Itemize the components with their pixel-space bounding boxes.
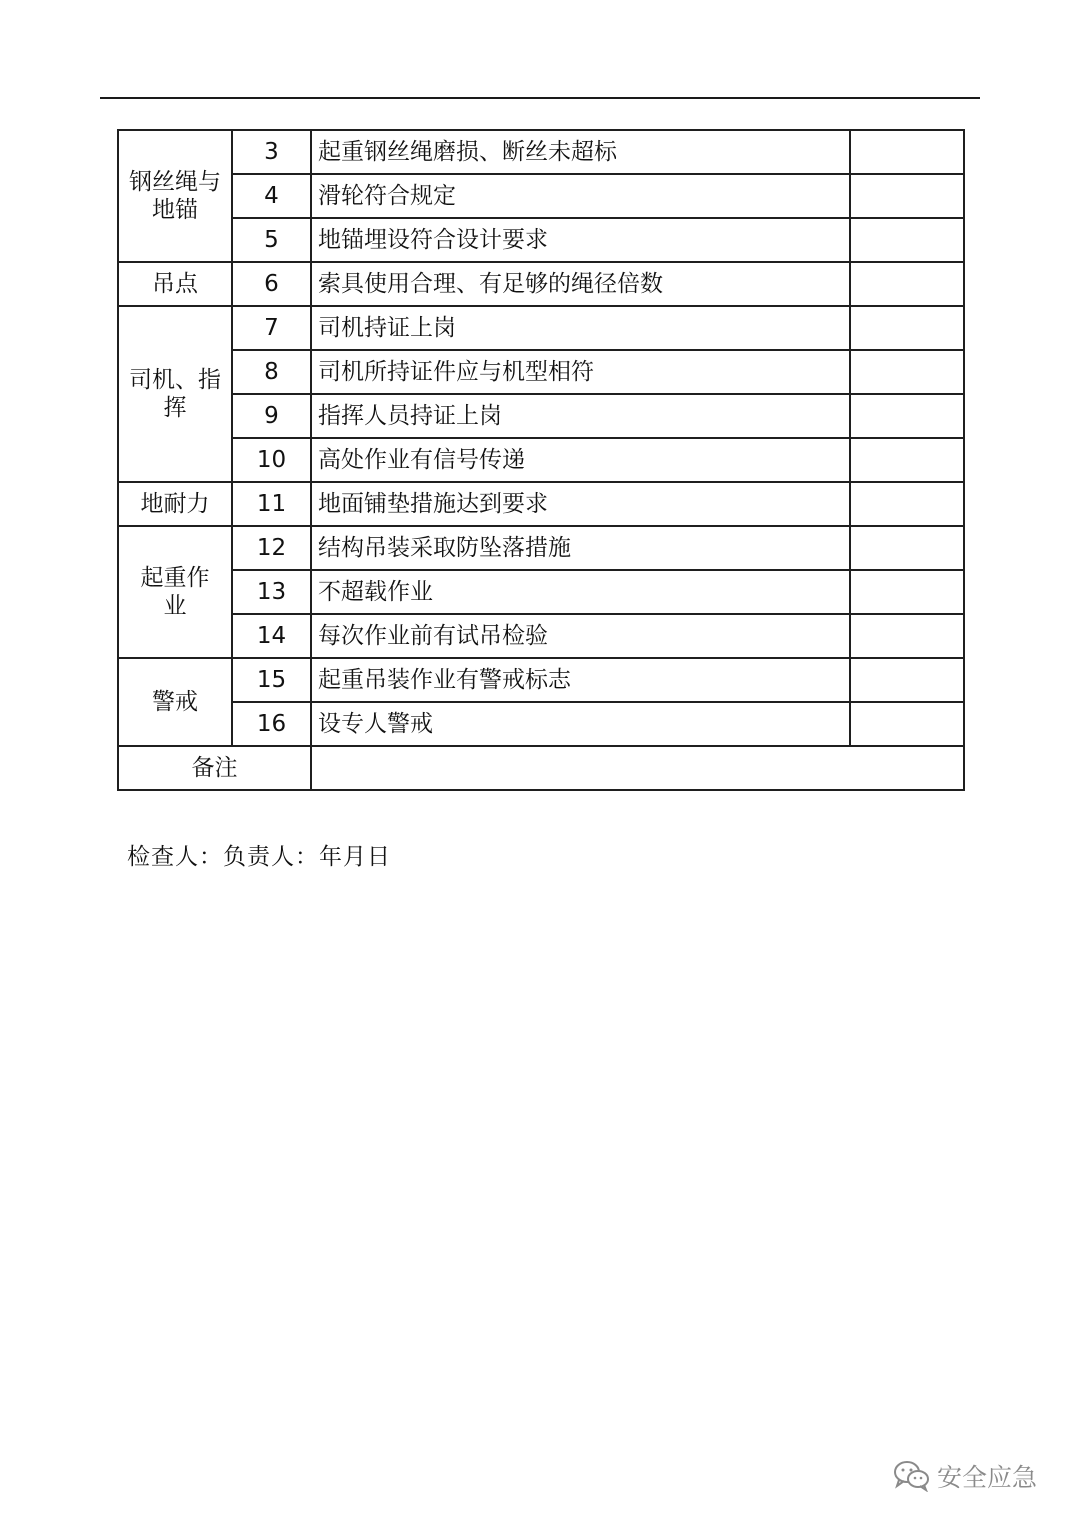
check-item-cell: 司机所持证件应与机型相符 xyxy=(311,350,850,394)
result-cell[interactable] xyxy=(850,570,964,614)
category-cell: 钢丝绳与 地锚 xyxy=(118,130,232,262)
result-cell[interactable] xyxy=(850,306,964,350)
result-cell[interactable] xyxy=(850,526,964,570)
watermark-text: 安全应急 xyxy=(937,1463,1038,1492)
item-number-cell: 8 xyxy=(232,350,311,394)
item-number-cell: 7 xyxy=(232,306,311,350)
result-cell[interactable] xyxy=(850,394,964,438)
check-item-cell: 设专人警戒 xyxy=(311,702,850,746)
table-row xyxy=(118,482,964,526)
result-cell[interactable] xyxy=(850,262,964,306)
wechat-icon xyxy=(893,1460,931,1492)
remarks-label: 备注 xyxy=(118,746,311,790)
result-cell[interactable] xyxy=(850,130,964,174)
table-row xyxy=(118,262,964,306)
result-cell[interactable] xyxy=(850,174,964,218)
check-item-cell: 起重吊装作业有警戒标志 xyxy=(311,658,850,702)
item-number-cell: 6 xyxy=(232,262,311,306)
result-cell[interactable] xyxy=(850,658,964,702)
check-item-cell: 指挥人员持证上岗 xyxy=(311,394,850,438)
watermark xyxy=(893,1458,1037,1494)
item-number-cell: 11 xyxy=(232,482,311,526)
item-number-cell: 9 xyxy=(232,394,311,438)
table-row xyxy=(118,526,964,570)
check-item-cell: 地面铺垫措施达到要求 xyxy=(311,482,850,526)
table-row xyxy=(118,570,964,614)
table-row xyxy=(118,658,964,702)
category-cell: 警戒 xyxy=(118,658,232,746)
check-item-cell: 索具使用合理、有足够的绳径倍数 xyxy=(311,262,850,306)
signature-line: 检查人：负责人：年月日 xyxy=(127,844,391,870)
header-divider xyxy=(100,97,980,99)
check-item-cell: 高处作业有信号传递 xyxy=(311,438,850,482)
check-item-cell: 起重钢丝绳磨损、断丝未超标 xyxy=(311,130,850,174)
table-row xyxy=(118,350,964,394)
result-cell[interactable] xyxy=(850,218,964,262)
table-row xyxy=(118,130,964,174)
item-number-cell: 3 xyxy=(232,130,311,174)
result-cell[interactable] xyxy=(850,350,964,394)
table-row xyxy=(118,174,964,218)
result-cell[interactable] xyxy=(850,438,964,482)
table-row xyxy=(118,614,964,658)
inspection-table xyxy=(117,129,965,791)
result-cell[interactable] xyxy=(850,482,964,526)
result-cell[interactable] xyxy=(850,614,964,658)
category-cell: 起重作 业 xyxy=(118,526,232,658)
category-cell: 吊点 xyxy=(118,262,232,306)
category-cell: 司机、指 挥 xyxy=(118,306,232,482)
item-number-cell: 12 xyxy=(232,526,311,570)
remarks-row xyxy=(118,746,964,790)
result-cell[interactable] xyxy=(850,702,964,746)
check-item-cell: 司机持证上岗 xyxy=(311,306,850,350)
item-number-cell: 13 xyxy=(232,570,311,614)
check-item-cell: 滑轮符合规定 xyxy=(311,174,850,218)
table-row xyxy=(118,394,964,438)
item-number-cell: 10 xyxy=(232,438,311,482)
table-row xyxy=(118,438,964,482)
table-row xyxy=(118,702,964,746)
check-item-cell: 不超载作业 xyxy=(311,570,850,614)
item-number-cell: 15 xyxy=(232,658,311,702)
table-row xyxy=(118,306,964,350)
remarks-field[interactable] xyxy=(311,746,964,790)
item-number-cell: 4 xyxy=(232,174,311,218)
inspection-table-body xyxy=(118,130,964,790)
item-number-cell: 14 xyxy=(232,614,311,658)
category-cell: 地耐力 xyxy=(118,482,232,526)
check-item-cell: 地锚埋设符合设计要求 xyxy=(311,218,850,262)
item-number-cell: 16 xyxy=(232,702,311,746)
check-item-cell: 每次作业前有试吊检验 xyxy=(311,614,850,658)
table-row xyxy=(118,218,964,262)
check-item-cell: 结构吊装采取防坠落措施 xyxy=(311,526,850,570)
item-number-cell: 5 xyxy=(232,218,311,262)
